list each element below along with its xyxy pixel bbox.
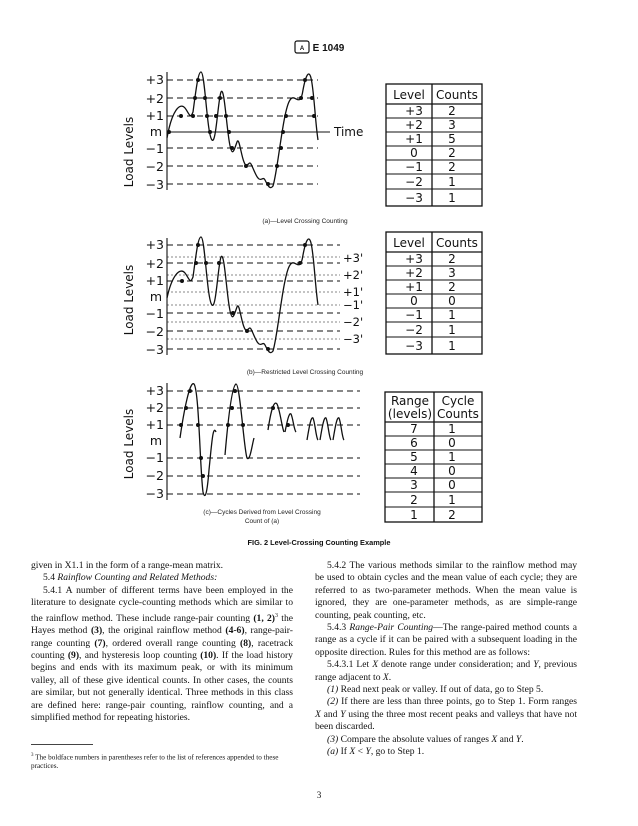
- table-cell: 1: [410, 508, 418, 522]
- table-cell: 0: [448, 294, 456, 308]
- restricted-level-label: +1': [343, 285, 364, 299]
- text: Read next peak or valley. If out of data, go to Step 5.: [338, 684, 544, 696]
- table-header: Counts: [436, 236, 478, 250]
- table-cell: 0: [410, 294, 418, 308]
- table-cell: +2: [405, 266, 423, 280]
- variable: Y: [340, 708, 346, 720]
- table-cell: 3: [448, 266, 456, 280]
- reference: (1, 2): [253, 612, 275, 624]
- text: and: [497, 733, 516, 745]
- step-number: (3): [327, 733, 339, 745]
- level-label: m: [149, 124, 162, 139]
- figure-title: FIG. 2 Level-Crossing Counting Example: [247, 538, 391, 547]
- text: —The range-paired method counts a range as a cycle if it can be paired with a subsequent loading in the opposite direction. Rules for this method are as follows:: [315, 622, 577, 658]
- reference: (10): [200, 650, 217, 662]
- panel-c-plot: [122, 383, 360, 501]
- variable: Y: [515, 733, 522, 745]
- step-number: (2): [327, 696, 339, 708]
- level-label: m: [149, 289, 162, 304]
- table-header: Level: [393, 88, 425, 102]
- level-label: +2: [145, 256, 164, 271]
- level-label: −1: [145, 141, 164, 156]
- text: the Hayes method: [31, 612, 294, 637]
- panel-c-ylabel: Load Levels: [122, 408, 136, 480]
- table-header: Level: [393, 236, 425, 250]
- table-cell: +3: [405, 104, 423, 118]
- table-cell: 7: [410, 422, 418, 436]
- text: . If the load history begins and ends with its maximum peak, or with its minimum valley, all of these give identical counts. In other cases, the counts are similar, but not generally identical. Three methods in this class are defined here: range-pair counting, rainflow counting, and a simplified method for repeating histories.: [31, 650, 293, 724]
- left-column: [31, 560, 293, 724]
- table-header: (levels): [387, 407, 433, 421]
- table-header: Range: [390, 394, 430, 408]
- table-cell: −1: [405, 308, 423, 322]
- section-number: 5.4.3: [327, 622, 350, 634]
- panel-a-table: [386, 84, 482, 206]
- level-label: +3: [145, 237, 164, 252]
- level-label: −1: [145, 306, 164, 321]
- level-label: +2: [145, 400, 164, 415]
- text: <: [355, 746, 366, 758]
- reference: (4-6): [225, 625, 245, 637]
- level-label: +3: [145, 72, 164, 87]
- variable: X: [382, 671, 389, 683]
- table-cell: 2: [448, 508, 456, 522]
- step-number: (1): [327, 684, 339, 696]
- reference: (8): [240, 637, 252, 649]
- table-cell: −3: [405, 191, 423, 205]
- table-cell: −2: [405, 175, 423, 189]
- standard-number: E 1049: [312, 43, 345, 54]
- level-label: m: [149, 433, 162, 448]
- step-item: [315, 746, 577, 758]
- table-cell: 1: [448, 175, 456, 189]
- step-item: [315, 684, 577, 696]
- text: given in X1.1 in the form of a range-mean matrix.: [31, 560, 224, 571]
- paragraph: [315, 659, 577, 684]
- table-cell: 2: [448, 160, 456, 174]
- table-cell: 2: [410, 493, 418, 507]
- table-cell: 2: [448, 252, 456, 266]
- level-label: −2: [145, 324, 164, 339]
- paragraph: [315, 560, 577, 622]
- text: 5.4.1 A number of different terms have been employed in the literature to designate cycle-counting methods which are similar to the rainflow method. These include range-pair counting: [31, 584, 293, 624]
- level-label: +1: [145, 108, 164, 123]
- level-label: +1: [145, 417, 164, 432]
- footnote-text: The boldface numbers in parentheses refer to the list of references appended to these practices.: [31, 753, 279, 771]
- step-number: (a): [327, 746, 339, 758]
- reference: (9): [67, 650, 80, 662]
- time-label: Time: [334, 125, 364, 139]
- step-item: [315, 734, 577, 746]
- section-heading: [31, 572, 293, 584]
- text: , racetrack counting: [31, 637, 293, 662]
- table-cell: 3: [410, 478, 418, 492]
- reference: (7): [94, 637, 106, 649]
- footnote: [31, 751, 297, 771]
- table-cell: 3: [448, 118, 456, 132]
- reference: (3): [90, 625, 103, 637]
- table-cell: +2: [405, 118, 423, 132]
- table-cell: 5: [448, 132, 456, 146]
- level-label: +2: [145, 91, 164, 106]
- table-cell: −3: [405, 339, 423, 353]
- section-title: Rainflow Counting and Related Methods:: [57, 572, 218, 584]
- variable: X: [491, 733, 498, 745]
- table-cell: 6: [410, 436, 418, 450]
- panel-b-ylabel: Load Levels: [122, 264, 136, 336]
- table-cell: −2: [405, 323, 423, 337]
- panel-a-plot: [122, 72, 363, 192]
- table-cell: 1: [448, 323, 456, 337]
- text: 5.4.3.1 Let: [327, 659, 373, 671]
- table-cell: +3: [405, 252, 423, 266]
- text: .: [521, 733, 524, 745]
- restricted-level-label: −3': [343, 332, 364, 346]
- table-cell: 2: [448, 104, 456, 118]
- text: , the original rainflow method: [102, 625, 226, 637]
- variable: Y: [533, 659, 539, 671]
- footnote-ref: 3: [275, 612, 278, 619]
- variable: X: [372, 659, 379, 671]
- text: .: [388, 671, 392, 683]
- paragraph: [315, 622, 577, 659]
- text: , ordered overall range counting: [105, 637, 241, 649]
- footnote-marker: 3: [31, 753, 34, 758]
- table-cell: 1: [448, 191, 456, 205]
- panel-b-plot: [122, 237, 363, 357]
- section-title: Range-Pair Counting: [349, 622, 434, 634]
- table-header: Counts: [436, 88, 478, 102]
- section-number: 5.4: [43, 572, 58, 584]
- table-cell: 0: [448, 478, 456, 492]
- table-cell: 0: [448, 464, 456, 478]
- footnote-rule: [31, 744, 93, 745]
- text: , range-pair-range counting: [31, 625, 293, 649]
- page-number: 3: [316, 790, 322, 800]
- variable: Y: [365, 746, 371, 758]
- right-column: [315, 560, 577, 759]
- table-header: Cycle: [441, 394, 475, 408]
- text: If there are less than three points, go to Step 1. Form ranges: [338, 696, 577, 708]
- panel-c-caption-line2: Count of (a): [244, 518, 280, 525]
- panel-a-ylabel: Load Levels: [122, 116, 136, 188]
- panel-b-caption: (b)—Restricted Level Crossing Counting: [246, 369, 364, 376]
- table-cell: 0: [410, 146, 418, 160]
- text: denote range under consideration; and: [378, 659, 534, 671]
- panel-b-table: [386, 232, 482, 354]
- paragraph: [31, 560, 293, 572]
- step-item: [315, 696, 577, 733]
- table-cell: +1: [405, 132, 423, 146]
- level-label: −2: [145, 468, 164, 483]
- level-label: +1: [145, 273, 164, 288]
- level-label: −3: [145, 342, 164, 357]
- text: , previous range adjacent to: [315, 659, 578, 683]
- table-cell: +1: [405, 280, 423, 294]
- panel-a-caption: (a)—Level Crossing Counting: [262, 218, 348, 225]
- paragraph: [31, 585, 293, 725]
- table-cell: 2: [448, 146, 456, 160]
- level-label: −1: [145, 450, 164, 465]
- svg-text:A: A: [299, 46, 304, 52]
- table-cell: 1: [448, 493, 456, 507]
- restricted-level-label: +3': [343, 251, 364, 265]
- table-cell: 1: [448, 422, 456, 436]
- variable: X: [315, 708, 321, 720]
- text: using the three most recent peaks and valleys that have not been discarded.: [315, 708, 577, 733]
- table-cell: −1: [405, 160, 423, 174]
- table-cell: 2: [448, 280, 456, 294]
- level-label: −3: [145, 177, 164, 192]
- restricted-level-label: −2': [343, 315, 364, 329]
- restricted-level-label: −1': [343, 298, 364, 312]
- table-cell: 1: [448, 339, 456, 353]
- text: If: [338, 746, 350, 758]
- table-header: Counts: [437, 407, 479, 421]
- table-cell: 0: [448, 436, 456, 450]
- variable: X: [349, 746, 356, 758]
- table-cell: 1: [448, 308, 456, 322]
- table-cell: 1: [448, 450, 456, 464]
- text: and: [320, 708, 341, 720]
- table-cell: 5: [410, 450, 418, 464]
- level-label: −2: [145, 159, 164, 174]
- table-cell: 4: [410, 464, 418, 478]
- panel-c-caption: (c)—Cycles Derived from Level Crossing: [203, 509, 321, 516]
- text: , go to Step 1.: [370, 746, 425, 758]
- level-label: −3: [145, 486, 164, 501]
- text: 5.4.2 The various methods similar to the rainflow method may be used to obtain cycles and the mean value of each cycle; they are referred to as two-parameter methods. When the mean value is ignored, they are one-parameter methods, as are simple-range counting, peak counting, etc.: [315, 560, 577, 621]
- restricted-level-label: +2': [343, 268, 364, 282]
- text: Compare the absolute values of ranges: [338, 733, 492, 745]
- text: , and hysteresis loop counting: [79, 650, 201, 662]
- level-label: +3: [145, 383, 164, 398]
